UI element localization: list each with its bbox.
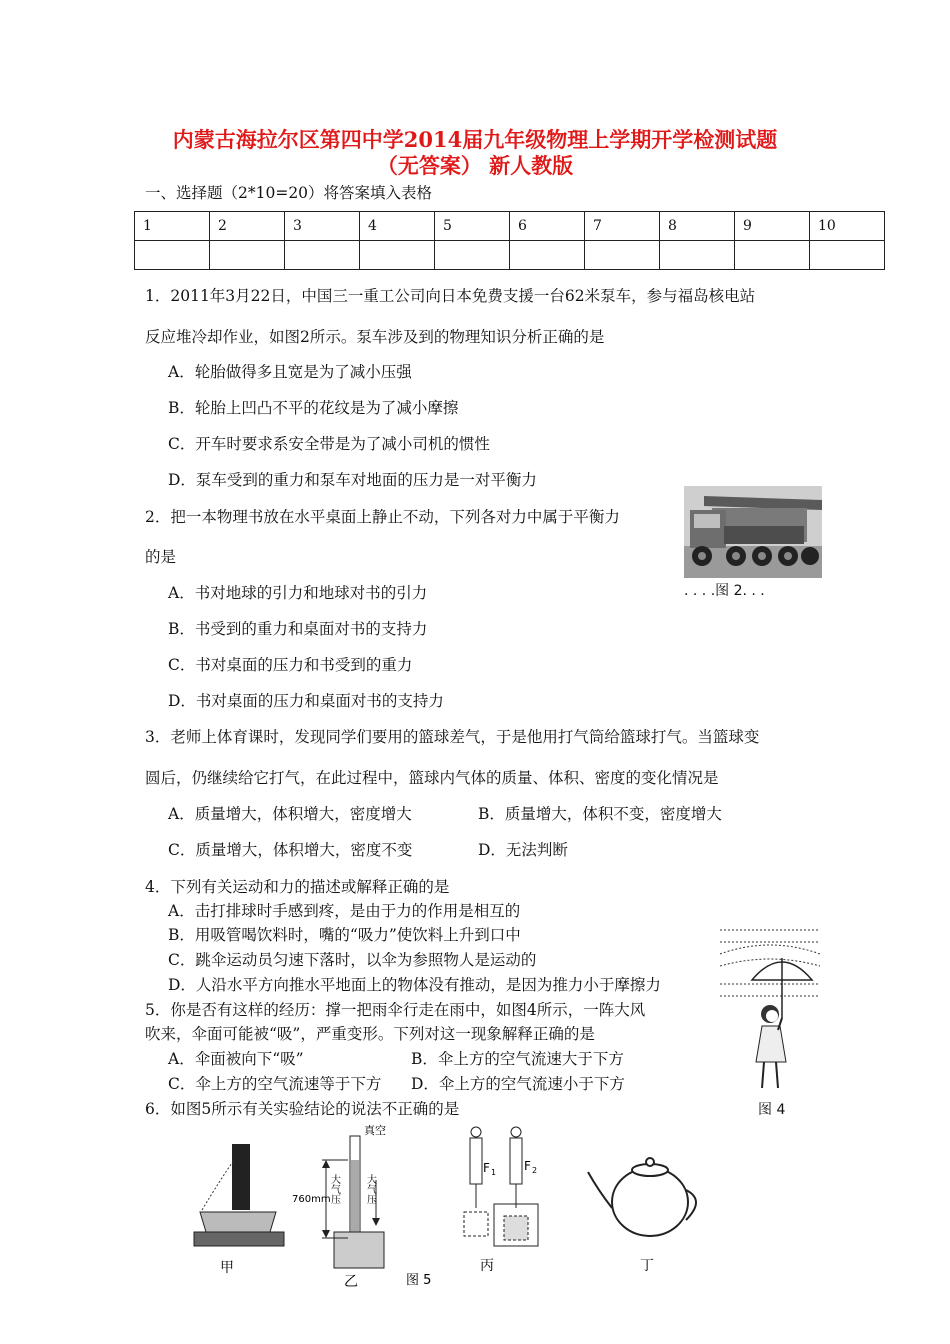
q2-option-a: A．书对地球的引力和地球对书的引力	[168, 584, 428, 602]
q5-option-c: C．伞上方的空气流速等于下方	[168, 1075, 382, 1093]
atm-label-right: 大气压	[364, 1174, 376, 1204]
q1-option-c: C．开车时要求系安全带是为了减小司机的惯性	[168, 435, 490, 453]
answer-cell[interactable]	[810, 241, 885, 270]
teapot-figure	[588, 1158, 696, 1236]
q3-option-b: B．质量增大，体积不变，密度增大	[478, 805, 722, 823]
q1-option-a: A．轮胎做得多且宽是为了减小压强	[168, 363, 412, 381]
q3-stem-line2: 圆后，仍继续给它打气，在此过程中，篮球内气体的质量、体积、密度的变化情况是	[145, 769, 719, 787]
q3-stem-line1: 3．老师上体育课时，发现同学们要用的篮球差气，于是他用打气筒给篮球打气。当篮球变	[145, 728, 760, 746]
q1-stem-line1: 1．2011年3月22日，中国三一重工公司向日本免费支援一台62米泵车，参与福岛核电站	[145, 287, 756, 305]
answer-cell[interactable]	[210, 241, 285, 270]
q4-option-d: D．人沿水平方向推水平地面上的物体没有推动，是因为推力小于摩擦力	[168, 976, 661, 994]
page-title-line1: 内蒙古海拉尔区第四中学2014届九年级物理上学期开学检测试题	[172, 127, 778, 152]
atm-label-left: 大气压	[328, 1174, 340, 1204]
spring-scale-experiment	[464, 1127, 538, 1246]
fig2-caption: . . . .图 2. . .	[684, 583, 765, 599]
answer-table-answer-row	[135, 241, 885, 270]
q5-stem-line2: 吹来，伞面可能被“吸”，严重变形。下列对这一现象解释正确的是	[145, 1025, 595, 1043]
q3-option-c: C．质量增大，体积增大，密度不变	[168, 841, 413, 859]
label-jia: 甲	[220, 1260, 234, 1276]
answer-cell[interactable]	[135, 241, 210, 270]
table-header-cell: 9	[735, 212, 810, 241]
q5-option-a: A．伞面被向下“吸”	[168, 1050, 304, 1068]
answer-cell[interactable]	[660, 241, 735, 270]
q3-option-a: A．质量增大，体积增大，密度增大	[168, 805, 412, 823]
table-header-cell: 5	[435, 212, 510, 241]
umbrella-figure	[720, 922, 820, 1097]
q4-option-b: B．用吸管喝饮料时，嘴的“吸力”使饮料上升到口中	[168, 926, 521, 944]
table-header-cell: 10	[810, 212, 885, 241]
section-heading: 一、选择题（2*10=20）将答案填入表格	[145, 184, 433, 202]
q4-option-c: C．跳伞运动员匀速下落时，以伞为参照物人是运动的	[168, 951, 537, 969]
q4-option-a: A．击打排球时手感到疼，是由于力的作用是相互的	[168, 902, 521, 920]
answer-cell[interactable]	[585, 241, 660, 270]
answer-cell[interactable]	[285, 241, 360, 270]
answer-table	[134, 211, 885, 270]
760mm-label: 760mm	[292, 1194, 331, 1205]
f1-label: F	[483, 1161, 490, 1175]
q2-option-d: D．书对桌面的压力和桌面对书的支持力	[168, 692, 444, 710]
torricelli-experiment	[292, 1123, 386, 1268]
table-header-cell: 4	[360, 212, 435, 241]
answer-cell[interactable]	[360, 241, 435, 270]
q6-stem: 6．如图5所示有关实验结论的说法不正确的是	[145, 1100, 460, 1118]
table-header-cell: 6	[510, 212, 585, 241]
q2-option-b: B．书受到的重力和桌面对书的支持力	[168, 620, 428, 638]
fig5-experiments	[180, 1120, 710, 1292]
q1-stem-line2: 反应堆冷却作业，如图2所示。泵车涉及到的物理知识分析正确的是	[145, 328, 605, 346]
q1-option-d: D．泵车受到的重力和泵车对地面的压力是一对平衡力	[168, 471, 537, 489]
answer-table-header-row	[135, 212, 885, 241]
answer-cell[interactable]	[735, 241, 810, 270]
fig5-caption: 图 5	[406, 1273, 432, 1288]
page-title-line2: （无答案） 新人教版	[376, 153, 574, 178]
q2-option-c: C．书对桌面的压力和书受到的重力	[168, 656, 413, 674]
pump-truck-figure	[684, 486, 822, 578]
label-ding: 丁	[640, 1258, 654, 1274]
q1-option-b: B．轮胎上凹凸不平的花纹是为了减小摩擦	[168, 399, 459, 417]
answer-cell[interactable]	[435, 241, 510, 270]
f2-label: F	[524, 1159, 531, 1173]
table-header-cell: 7	[585, 212, 660, 241]
q5-stem-line1: 5．你是否有这样的经历：撑一把雨伞行走在雨中，如图4所示，一阵大风	[145, 1001, 646, 1019]
f2-sub: 2	[532, 1166, 538, 1175]
answer-cell[interactable]	[510, 241, 585, 270]
q3-option-d: D．无法判断	[478, 841, 568, 859]
q5-option-d: D．伞上方的空气流速小于下方	[411, 1075, 625, 1093]
table-header-cell: 8	[660, 212, 735, 241]
q2-stem-line2: 的是	[145, 548, 177, 566]
f1-sub: 1	[491, 1168, 497, 1177]
q4-stem: 4．下列有关运动和力的描述或解释正确的是	[145, 878, 450, 896]
fig4-caption: 图 4	[758, 1102, 786, 1118]
table-header-cell: 3	[285, 212, 360, 241]
label-bing: 丙	[480, 1258, 494, 1274]
table-header-cell: 1	[135, 212, 210, 241]
sponge-experiment	[194, 1144, 284, 1246]
q2-stem-line1: 2．把一本物理书放在水平桌面上静止不动，下列各对力中属于平衡力	[145, 508, 620, 526]
table-header-cell: 2	[210, 212, 285, 241]
q5-option-b: B．伞上方的空气流速大于下方	[411, 1050, 624, 1068]
vacuum-label: 真空	[364, 1124, 386, 1137]
label-yi: 乙	[344, 1274, 358, 1290]
